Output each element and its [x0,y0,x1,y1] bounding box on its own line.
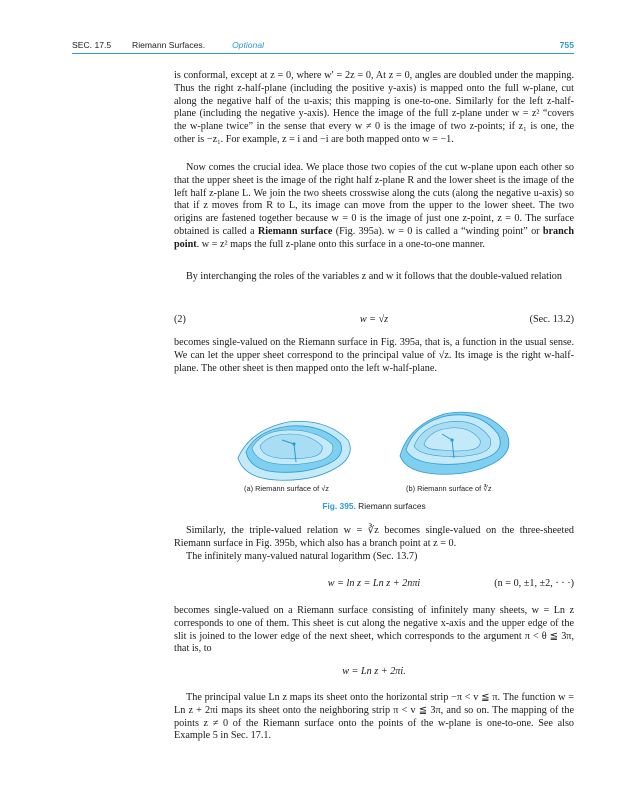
header-rule [72,53,574,54]
section-title: Riemann Surfaces. [132,40,206,50]
figure-title: Riemann surfaces [358,501,426,511]
riemann-surfaces-figure [230,400,520,490]
paragraph-text: Similarly, the triple-valued relation w = ∛z becomes single-valued on the three-sheeted Riemann surface in Fig. 395b, which also has a branch point at z = 0. [174,525,574,549]
riemann-surface-cbrt-illustration [400,412,509,474]
paragraph-text: is conformal, except at z = 0, where w′ = 2z = 0, At z = 0, angles are doubled under the mapping. Thus the right z-half-plane (including the positive y-axis) is mapped onto the full w-plane, cut along the negative half of the u-axis; this mapping is one-to-one. Similarly for the left z-half-plane (including the negative y-axis). Hence the image of the full z-plane under w = z² “covers the w-plane twice” in the sense that every w ≠ 0 is the image of two z-points; if z₁ is one, the other is −z₁. For example, z = i and −i are both mapped onto w = −1. [174,70,574,145]
paragraph-infinitely-many-sheets [174,605,574,656]
page-number: 755 [559,40,574,50]
term-riemann-surface: Riemann surface [257,225,333,237]
paragraph-text: becomes single-valued on a Riemann surface consisting of infinitely many sheets, w = Ln z corresponds to one of them. This sheet is cut along the negative x-axis and the upper edge of the slit is joined to the lower edge of the next sheet, which corresponds to the argument π < θ ≦ 3π, that is, to [174,605,574,655]
riemann-surface-sqrt-illustration [238,421,350,480]
paragraph-interchanging [174,271,574,284]
equation-expression: w = ln z = Ln z + 2nπi [327,578,421,589]
subcaption-b: (b) Riemann surface of ∛z [406,484,492,493]
equation-2 [174,314,574,328]
term-branch-point: branch point [174,225,574,250]
paragraph-text: becomes single-valued on the Riemann surface in Fig. 395a, that is, a function in the usual sense. We can let the upper sheet correspond to the principal value of √z. Its image is the right w-half-plane. The other sheet is then mapped onto the left w-half-plane. [174,337,574,374]
equation-condition: (n = 0, ±1, ±2, · · ·) [494,578,574,589]
paragraph-single-valued [174,337,574,375]
optional-label: Optional [232,40,265,50]
equation-reference: (Sec. 13.2) [529,314,574,325]
paragraph-text: The principal value Ln z maps its sheet onto the horizontal strip −π < v ≦ π. The function w = Ln z + 2πi maps its sheet onto the neighboring strip π < v ≦ 3π, and so on. The mapping of the points z ≠ 0 of the Riemann surface onto the points of the w-plane is one-to-one. See also Example 5 in Sec. 17.1. [174,692,574,742]
equation-expression: w = √z [359,314,389,325]
paragraph-principal-value [174,692,574,743]
section-number: SEC. 17.5 [72,40,112,50]
paragraph-text: Now comes the crucial idea. We place those two copies of the cut w-plane upon each other so that the upper sheet is the image of the right half z-plane R and the lower sheet is the image of the left half z-plane L. We join the two sheets crosswise along the cuts (along the negative u-axis) so that if z moves from R to L, its image can move from the upper to the lower sheet. The two origins are fastened together because w = 0 is the image of just one z-point, z = 0. The surface obtained is called a Riemann surface (Fig. 395a). w = 0 is called a “winding point” or branch point. w = z² maps the full z-plane onto this surface in a one-to-one manner. [174,162,574,250]
figure-number: Fig. 395. [322,501,356,511]
equation-expression: w = Ln z + 2πi. [342,666,406,677]
running-header [72,40,574,52]
paragraph-crucial-idea [174,162,574,252]
paragraph-text: The infinitely many-valued natural logarithm (Sec. 13.7) [186,550,418,562]
paragraph-text: By interchanging the roles of the variables z and w it follows that the double-valued relation [186,271,562,282]
paragraph-conformal [174,70,574,147]
figure-caption [174,501,574,511]
equation-ln-plus [174,666,574,680]
subcaption-a: (a) Riemann surface of √z [244,484,329,493]
equation-number: (2) [174,314,186,325]
equation-logarithm [174,578,574,592]
paragraph-triple-valued [174,525,574,563]
